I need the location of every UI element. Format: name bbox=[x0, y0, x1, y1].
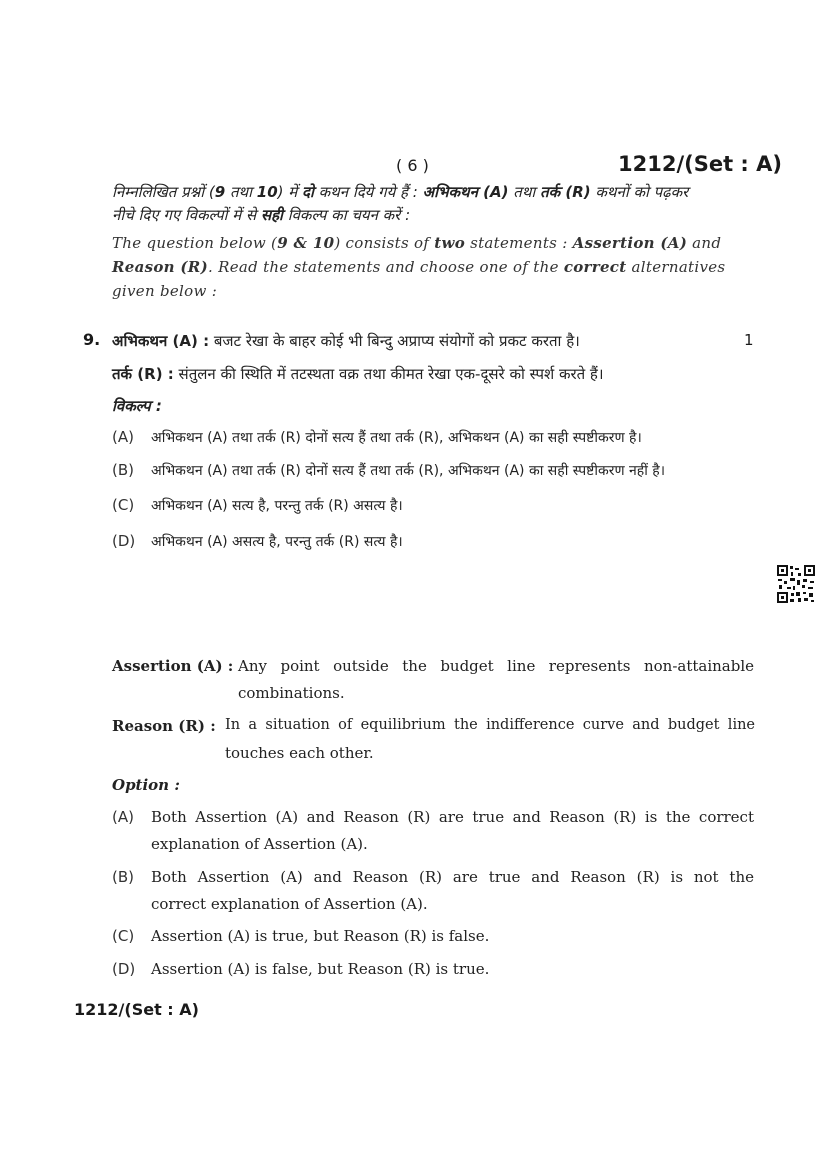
footer-set-code: 1212/(Set : A) bbox=[74, 1000, 199, 1019]
hindi-assertion-text: बजट रेखा के बाहर कोई भी बिन्दु अप्राप्य संयोगों को प्रकट करता है। bbox=[209, 332, 580, 350]
english-instruction-line-1: The question below (9 & 10) consists of two statements : Assertion (A) and bbox=[112, 234, 722, 252]
english-instruction-line-2: Reason (R). Read the statements and choose one of the correct alternatives bbox=[112, 258, 726, 276]
hindi-option-text: अभिकथन (A) सत्य है, परन्तु तर्क (R) असत्य है। bbox=[151, 498, 403, 514]
english-reason-label: Reason (R) : bbox=[112, 717, 216, 735]
english-option-text: Both Assertion (A) and Reason (R) are true and Reason (R) is the correct bbox=[151, 808, 754, 826]
english-option-text: Both Assertion (A) and Reason (R) are true and Reason (R) is not the bbox=[151, 868, 754, 886]
hindi-option-letter: (B) bbox=[112, 461, 134, 479]
english-assertion-label: Assertion (A) : bbox=[112, 657, 234, 675]
qr-code-icon bbox=[776, 564, 816, 604]
hindi-instruction-line-1: निम्नलिखित प्रश्नों (9 तथा 10) में दो कथन दिये गये हैं : अभिकथन (A) तथा तर्क (R) कथनों को पढ़कर bbox=[112, 183, 689, 201]
page-number: ( 6 ) bbox=[396, 156, 429, 175]
english-option-letter: (B) bbox=[112, 868, 134, 886]
english-instruction-line-3: given below : bbox=[112, 282, 218, 300]
hindi-option-letter: (C) bbox=[112, 496, 135, 514]
english-option-text: Assertion (A) is false, but Reason (R) is true. bbox=[151, 960, 490, 978]
question-marks: 1 bbox=[744, 331, 754, 349]
hindi-instruction-line-2: नीचे दिए गए विकल्पों में से सही विकल्प का चयन करें : bbox=[112, 206, 411, 224]
hindi-options-label: विकल्प : bbox=[112, 397, 162, 415]
hindi-assertion bbox=[112, 331, 580, 351]
english-assertion-text: Any point outside the budget line represents non-attainable bbox=[238, 657, 754, 675]
hindi-reason bbox=[112, 364, 604, 384]
hindi-option-text: अभिकथन (A) असत्य है, परन्तु तर्क (R) सत्य है। bbox=[151, 534, 403, 550]
english-option-letter: (A) bbox=[112, 808, 134, 826]
english-option-letter: (C) bbox=[112, 927, 135, 945]
hindi-reason-label: तर्क (R) : bbox=[112, 365, 174, 383]
hindi-reason-text: संतुलन की स्थिति में तटस्थता वक्र तथा कीमत रेखा एक-दूसरे को स्पर्श करते हैं। bbox=[173, 365, 604, 383]
english-reason-text: In a situation of equilibrium the indifference curve and budget line bbox=[225, 717, 755, 733]
hindi-option-text: अभिकथन (A) तथा तर्क (R) दोनों सत्य हैं तथा तर्क (R), अभिकथन (A) का सही स्पष्टीकरण है। bbox=[151, 430, 642, 446]
hindi-option-letter: (A) bbox=[112, 428, 134, 446]
hindi-option-text: अभिकथन (A) तथा तर्क (R) दोनों सत्य हैं तथा तर्क (R), अभिकथन (A) का सही स्पष्टीकरण नहीं है। bbox=[151, 463, 666, 479]
english-options-label: Option : bbox=[112, 776, 180, 794]
english-option-text: explanation of Assertion (A). bbox=[151, 835, 368, 853]
english-option-text: correct explanation of Assertion (A). bbox=[151, 895, 428, 913]
english-assertion-text: combinations. bbox=[238, 684, 345, 702]
question-number: 9. bbox=[83, 330, 101, 349]
english-reason-text: touches each other. bbox=[225, 744, 374, 762]
english-option-letter: (D) bbox=[112, 960, 136, 978]
hindi-assertion-label: अभिकथन (A) : bbox=[112, 332, 210, 350]
english-option-text: Assertion (A) is true, but Reason (R) is false. bbox=[151, 927, 490, 945]
hindi-option-letter: (D) bbox=[112, 532, 136, 550]
paper-set-code: 1212/(Set : A) bbox=[618, 152, 782, 176]
